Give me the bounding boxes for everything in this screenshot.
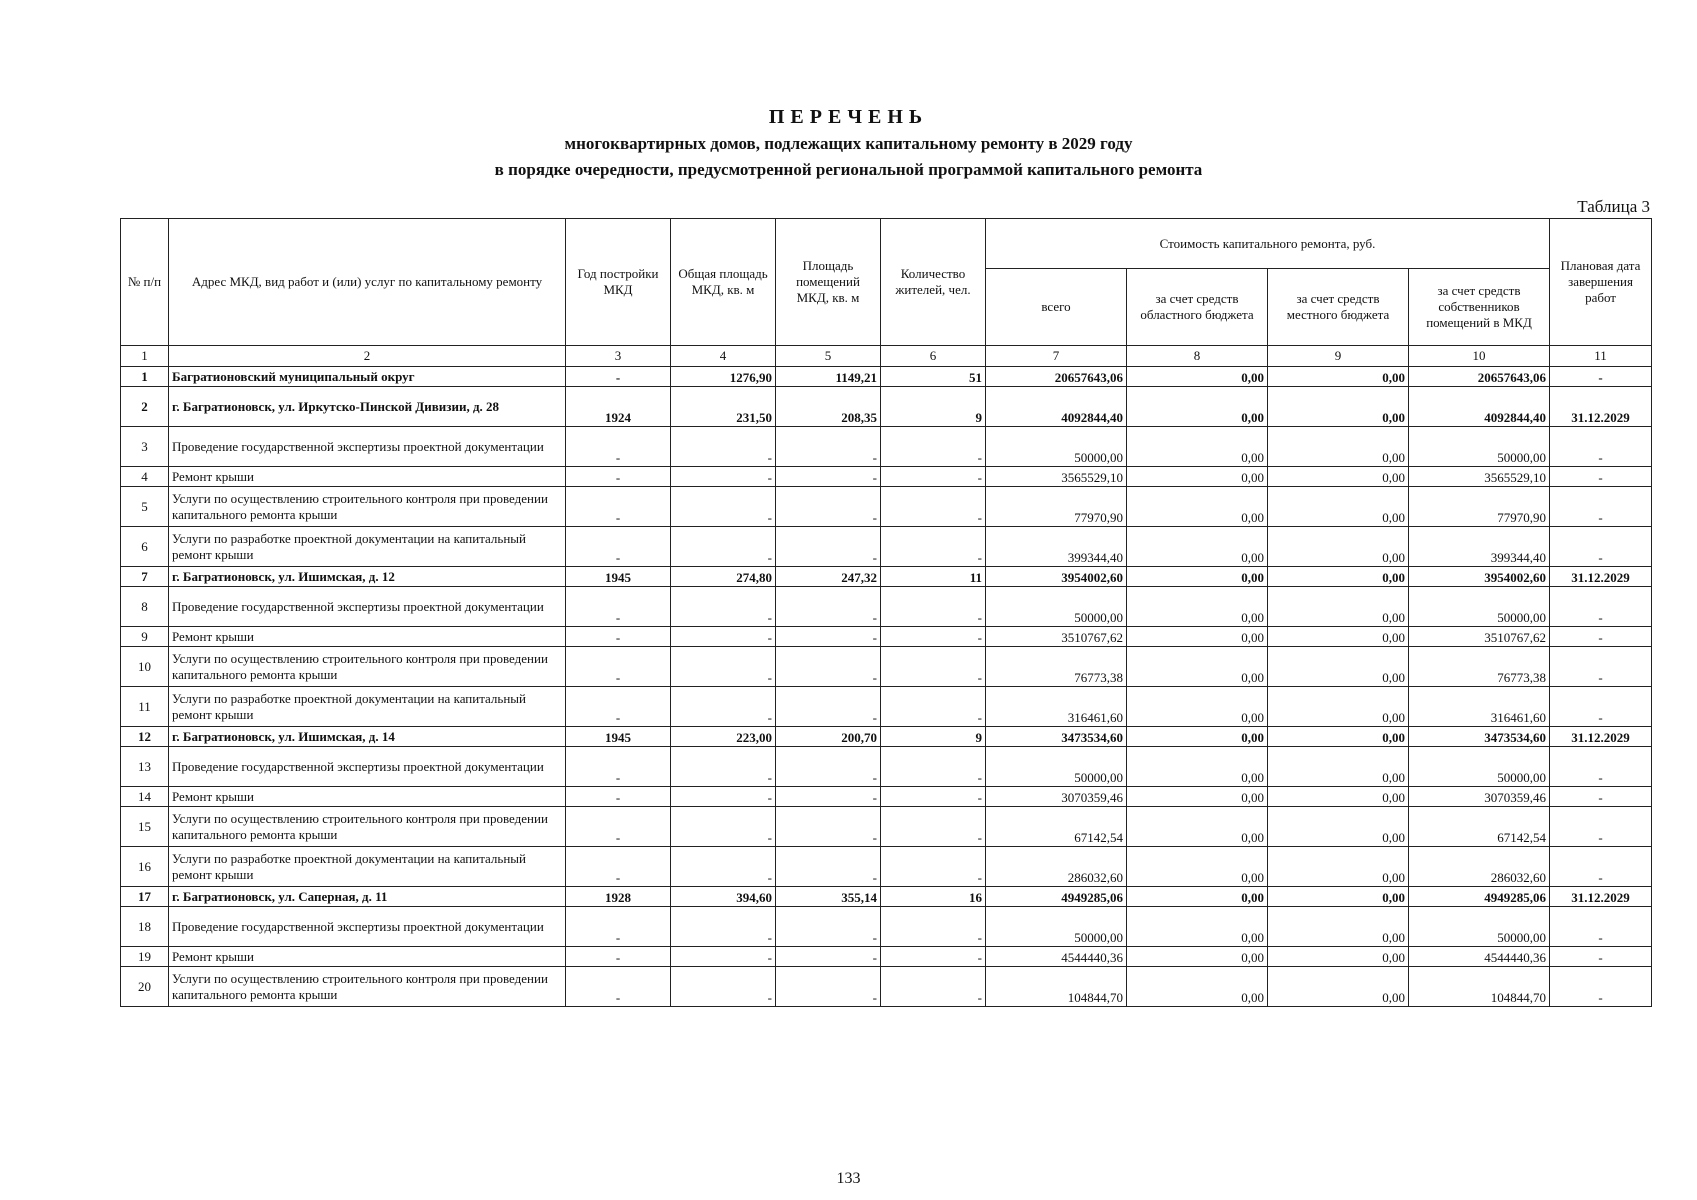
cost-owners-cell: 50000,00 — [1409, 907, 1550, 947]
page-number: 133 — [836, 1170, 861, 1187]
cost-total-cell: 50000,00 — [986, 907, 1127, 947]
row-name: г. Багратионовск, ул. Иркутско-Пинской Дивизии, д. 28 — [169, 387, 566, 427]
cost-regional-cell: 0,00 — [1127, 527, 1268, 567]
cost-regional-cell: 0,00 — [1127, 907, 1268, 947]
cost-total-cell: 104844,70 — [986, 967, 1127, 1007]
premises-area-cell: - — [776, 787, 881, 807]
header-cost-regional: за счет средств областного бюджета — [1127, 269, 1268, 346]
cost-total-cell: 286032,60 — [986, 847, 1127, 887]
row-number: 11 — [121, 687, 169, 727]
header-year: Год постройки МКД — [566, 219, 671, 346]
cost-regional-cell: 0,00 — [1127, 807, 1268, 847]
table-row — [121, 687, 1652, 727]
year-cell: - — [566, 847, 671, 887]
document-subtitle: многоквартирных домов, подлежащих капитальному ремонту в 2029 году — [564, 134, 1133, 153]
premises-area-cell: - — [776, 947, 881, 967]
column-number: 3 — [566, 346, 671, 367]
cost-total-cell: 399344,40 — [986, 527, 1127, 567]
cost-regional-cell: 0,00 — [1127, 747, 1268, 787]
cost-local-cell: 0,00 — [1268, 467, 1409, 487]
document-title: ПЕРЕЧЕНЬ — [768, 106, 929, 128]
row-number: 10 — [121, 647, 169, 687]
column-number-row — [121, 346, 1652, 367]
row-number: 4 — [121, 467, 169, 487]
cost-total-cell: 3565529,10 — [986, 467, 1127, 487]
total-area-cell: - — [671, 527, 776, 567]
premises-area-cell: - — [776, 647, 881, 687]
premises-area-cell: 208,35 — [776, 387, 881, 427]
residents-cell: 16 — [881, 887, 986, 907]
completion-date-cell: - — [1550, 647, 1652, 687]
residents-cell: - — [881, 527, 986, 567]
completion-date-cell: - — [1550, 947, 1652, 967]
premises-area-cell: - — [776, 487, 881, 527]
row-name: Ремонт крыши — [169, 787, 566, 807]
row-name: Проведение государственной экспертизы проектной документации — [169, 907, 566, 947]
completion-date-cell: - — [1550, 587, 1652, 627]
premises-area-cell: 200,70 — [776, 727, 881, 747]
table-row — [121, 367, 1652, 387]
row-number: 16 — [121, 847, 169, 887]
cost-local-cell: 0,00 — [1268, 787, 1409, 807]
cost-owners-cell: 104844,70 — [1409, 967, 1550, 1007]
row-number: 17 — [121, 887, 169, 907]
residents-cell: 9 — [881, 727, 986, 747]
row-number: 15 — [121, 807, 169, 847]
header-cost-local: за счет средств местного бюджета — [1268, 269, 1409, 346]
cost-owners-cell: 4949285,06 — [1409, 887, 1550, 907]
row-number: 2 — [121, 387, 169, 427]
year-cell: - — [566, 627, 671, 647]
cost-regional-cell: 0,00 — [1127, 567, 1268, 587]
row-number: 1 — [121, 367, 169, 387]
row-number: 20 — [121, 967, 169, 1007]
cost-total-cell: 3473534,60 — [986, 727, 1127, 747]
premises-area-cell: 355,14 — [776, 887, 881, 907]
cost-owners-cell: 316461,60 — [1409, 687, 1550, 727]
completion-date-cell: - — [1550, 787, 1652, 807]
table-row — [121, 467, 1652, 487]
cost-regional-cell: 0,00 — [1127, 847, 1268, 887]
table-row — [121, 787, 1652, 807]
total-area-cell: - — [671, 587, 776, 627]
cost-local-cell: 0,00 — [1268, 687, 1409, 727]
total-area-cell: 274,80 — [671, 567, 776, 587]
header-cost-total: всего — [986, 269, 1127, 346]
table-row — [121, 807, 1652, 847]
residents-cell: - — [881, 967, 986, 1007]
premises-area-cell: - — [776, 847, 881, 887]
total-area-cell: - — [671, 647, 776, 687]
row-number: 7 — [121, 567, 169, 587]
table-row — [121, 567, 1652, 587]
cost-owners-cell: 3565529,10 — [1409, 467, 1550, 487]
column-number: 7 — [986, 346, 1127, 367]
row-name: Услуги по разработке проектной документации на капитальный ремонт крыши — [169, 687, 566, 727]
cost-regional-cell: 0,00 — [1127, 587, 1268, 627]
total-area-cell: - — [671, 487, 776, 527]
cost-total-cell: 50000,00 — [986, 747, 1127, 787]
total-area-cell: - — [671, 907, 776, 947]
total-area-cell: - — [671, 847, 776, 887]
residents-cell: - — [881, 947, 986, 967]
total-area-cell: 394,60 — [671, 887, 776, 907]
residents-cell: - — [881, 847, 986, 887]
cost-local-cell: 0,00 — [1268, 907, 1409, 947]
table-row — [121, 527, 1652, 567]
cost-regional-cell: 0,00 — [1127, 647, 1268, 687]
cost-total-cell: 3070359,46 — [986, 787, 1127, 807]
cost-local-cell: 0,00 — [1268, 567, 1409, 587]
cost-owners-cell: 3070359,46 — [1409, 787, 1550, 807]
completion-date-cell: - — [1550, 527, 1652, 567]
residents-cell: - — [881, 907, 986, 947]
cost-total-cell: 3954002,60 — [986, 567, 1127, 587]
header-cost-group: Стоимость капитального ремонта, руб. — [986, 219, 1550, 269]
table-row — [121, 847, 1652, 887]
table-row — [121, 647, 1652, 687]
residents-cell: - — [881, 647, 986, 687]
row-name: Услуги по осуществлению строительного контроля при проведении капитального ремонта крыши — [169, 487, 566, 527]
cost-owners-cell: 4544440,36 — [1409, 947, 1550, 967]
cost-local-cell: 0,00 — [1268, 647, 1409, 687]
total-area-cell: - — [671, 427, 776, 467]
premises-area-cell: 247,32 — [776, 567, 881, 587]
cost-total-cell: 67142,54 — [986, 807, 1127, 847]
table-header — [121, 219, 1652, 367]
row-number: 3 — [121, 427, 169, 467]
header-total-area: Общая площадь МКД, кв. м — [671, 219, 776, 346]
row-name: Услуги по осуществлению строительного контроля при проведении капитального ремонта крыши — [169, 807, 566, 847]
table-body — [121, 367, 1652, 1007]
year-cell: - — [566, 807, 671, 847]
year-cell: - — [566, 467, 671, 487]
header-premises-area: Площадь помещений МКД, кв. м — [776, 219, 881, 346]
cost-owners-cell: 50000,00 — [1409, 747, 1550, 787]
table-row — [121, 387, 1652, 427]
row-number: 9 — [121, 627, 169, 647]
total-area-cell: - — [671, 467, 776, 487]
year-cell: - — [566, 527, 671, 567]
cost-owners-cell: 77970,90 — [1409, 487, 1550, 527]
year-cell: 1928 — [566, 887, 671, 907]
cost-owners-cell: 67142,54 — [1409, 807, 1550, 847]
premises-area-cell: - — [776, 907, 881, 947]
header-residents: Количество жителей, чел. — [881, 219, 986, 346]
cost-regional-cell: 0,00 — [1127, 487, 1268, 527]
cost-total-cell: 77970,90 — [986, 487, 1127, 527]
cost-regional-cell: 0,00 — [1127, 387, 1268, 427]
completion-date-cell: - — [1550, 747, 1652, 787]
premises-area-cell: - — [776, 967, 881, 1007]
row-number: 18 — [121, 907, 169, 947]
cost-total-cell: 50000,00 — [986, 427, 1127, 467]
row-name: Ремонт крыши — [169, 947, 566, 967]
cost-regional-cell: 0,00 — [1127, 627, 1268, 647]
residents-cell: - — [881, 587, 986, 627]
cost-total-cell: 316461,60 — [986, 687, 1127, 727]
table-row — [121, 907, 1652, 947]
total-area-cell: - — [671, 807, 776, 847]
row-name: Ремонт крыши — [169, 467, 566, 487]
residents-cell: - — [881, 487, 986, 527]
completion-date-cell: - — [1550, 467, 1652, 487]
cost-owners-cell: 76773,38 — [1409, 647, 1550, 687]
row-name: Услуги по осуществлению строительного контроля при проведении капитального ремонта крыши — [169, 647, 566, 687]
completion-date-cell: - — [1550, 627, 1652, 647]
row-name: Проведение государственной экспертизы проектной документации — [169, 427, 566, 467]
premises-area-cell: - — [776, 427, 881, 467]
completion-date-cell: - — [1550, 367, 1652, 387]
table-row — [121, 887, 1652, 907]
premises-area-cell: - — [776, 527, 881, 567]
cost-owners-cell: 399344,40 — [1409, 527, 1550, 567]
cost-owners-cell: 3510767,62 — [1409, 627, 1550, 647]
table-row — [121, 727, 1652, 747]
total-area-cell: - — [671, 747, 776, 787]
year-cell: - — [566, 587, 671, 627]
cost-regional-cell: 0,00 — [1127, 467, 1268, 487]
residents-cell: - — [881, 427, 986, 467]
cost-total-cell: 20657643,06 — [986, 367, 1127, 387]
year-cell: - — [566, 367, 671, 387]
residents-cell: 9 — [881, 387, 986, 427]
cost-regional-cell: 0,00 — [1127, 887, 1268, 907]
cost-local-cell: 0,00 — [1268, 627, 1409, 647]
row-name: г. Багратионовск, ул. Ишимская, д. 12 — [169, 567, 566, 587]
cost-regional-cell: 0,00 — [1127, 687, 1268, 727]
total-area-cell: - — [671, 687, 776, 727]
table-row — [121, 967, 1652, 1007]
premises-area-cell: - — [776, 687, 881, 727]
row-name: Проведение государственной экспертизы проектной документации — [169, 747, 566, 787]
cost-owners-cell: 286032,60 — [1409, 847, 1550, 887]
header-cost-owners: за счет средств собственников помещений в МКД — [1409, 269, 1550, 346]
cost-regional-cell: 0,00 — [1127, 967, 1268, 1007]
cost-regional-cell: 0,00 — [1127, 367, 1268, 387]
row-name: г. Багратионовск, ул. Саперная, д. 11 — [169, 887, 566, 907]
cost-owners-cell: 3473534,60 — [1409, 727, 1550, 747]
residents-cell: 11 — [881, 567, 986, 587]
column-number: 9 — [1268, 346, 1409, 367]
column-number: 4 — [671, 346, 776, 367]
header-address: Адрес МКД, вид работ и (или) услуг по капитальному ремонту — [169, 219, 566, 346]
residents-cell: - — [881, 627, 986, 647]
row-number: 12 — [121, 727, 169, 747]
cost-total-cell: 50000,00 — [986, 587, 1127, 627]
completion-date-cell: 31.12.2029 — [1550, 567, 1652, 587]
table-label: Таблица 3 — [1577, 197, 1650, 216]
cost-local-cell: 0,00 — [1268, 967, 1409, 1007]
year-cell: - — [566, 647, 671, 687]
row-number: 5 — [121, 487, 169, 527]
completion-date-cell: 31.12.2029 — [1550, 387, 1652, 427]
completion-date-cell: - — [1550, 427, 1652, 467]
row-name: Услуги по разработке проектной документации на капитальный ремонт крыши — [169, 847, 566, 887]
row-name: Ремонт крыши — [169, 627, 566, 647]
cost-local-cell: 0,00 — [1268, 427, 1409, 467]
residents-cell: 51 — [881, 367, 986, 387]
column-number: 10 — [1409, 346, 1550, 367]
cost-owners-cell: 4092844,40 — [1409, 387, 1550, 427]
row-number: 19 — [121, 947, 169, 967]
premises-area-cell: - — [776, 747, 881, 787]
document-subtitle-2: в порядке очередности, предусмотренной региональной программой капитального ремонта — [494, 160, 1203, 179]
row-number: 13 — [121, 747, 169, 787]
completion-date-cell: - — [1550, 807, 1652, 847]
cost-owners-cell: 50000,00 — [1409, 587, 1550, 627]
column-number: 2 — [169, 346, 566, 367]
year-cell: 1945 — [566, 567, 671, 587]
cost-local-cell: 0,00 — [1268, 527, 1409, 567]
cost-regional-cell: 0,00 — [1127, 947, 1268, 967]
cost-owners-cell: 20657643,06 — [1409, 367, 1550, 387]
residents-cell: - — [881, 467, 986, 487]
cost-local-cell: 0,00 — [1268, 807, 1409, 847]
table-row — [121, 427, 1652, 467]
cost-local-cell: 0,00 — [1268, 587, 1409, 627]
total-area-cell: 223,00 — [671, 727, 776, 747]
total-area-cell: - — [671, 947, 776, 967]
residents-cell: - — [881, 687, 986, 727]
completion-date-cell: - — [1550, 907, 1652, 947]
year-cell: - — [566, 907, 671, 947]
row-name: Багратионовский муниципальный округ — [169, 367, 566, 387]
cost-total-cell: 4544440,36 — [986, 947, 1127, 967]
cost-local-cell: 0,00 — [1268, 947, 1409, 967]
premises-area-cell: 1149,21 — [776, 367, 881, 387]
table-row — [121, 627, 1652, 647]
completion-date-cell: 31.12.2029 — [1550, 727, 1652, 747]
residents-cell: - — [881, 807, 986, 847]
year-cell: - — [566, 967, 671, 1007]
header-num: № п/п — [121, 219, 169, 346]
cost-local-cell: 0,00 — [1268, 727, 1409, 747]
cost-local-cell: 0,00 — [1268, 847, 1409, 887]
total-area-cell: - — [671, 627, 776, 647]
row-name: Услуги по разработке проектной документации на капитальный ремонт крыши — [169, 527, 566, 567]
row-number: 8 — [121, 587, 169, 627]
column-number: 11 — [1550, 346, 1652, 367]
table-row — [121, 487, 1652, 527]
year-cell: 1924 — [566, 387, 671, 427]
cost-local-cell: 0,00 — [1268, 367, 1409, 387]
premises-area-cell: - — [776, 587, 881, 627]
cost-regional-cell: 0,00 — [1127, 727, 1268, 747]
repair-table — [120, 218, 1652, 1007]
cost-local-cell: 0,00 — [1268, 887, 1409, 907]
completion-date-cell: - — [1550, 487, 1652, 527]
completion-date-cell: - — [1550, 687, 1652, 727]
column-number: 1 — [121, 346, 169, 367]
cost-local-cell: 0,00 — [1268, 387, 1409, 427]
cost-owners-cell: 3954002,60 — [1409, 567, 1550, 587]
cost-owners-cell: 50000,00 — [1409, 427, 1550, 467]
cost-regional-cell: 0,00 — [1127, 427, 1268, 467]
cost-total-cell: 4092844,40 — [986, 387, 1127, 427]
row-number: 6 — [121, 527, 169, 567]
residents-cell: - — [881, 787, 986, 807]
year-cell: - — [566, 427, 671, 467]
column-number: 8 — [1127, 346, 1268, 367]
completion-date-cell: - — [1550, 847, 1652, 887]
column-number: 5 — [776, 346, 881, 367]
cost-total-cell: 4949285,06 — [986, 887, 1127, 907]
total-area-cell: 1276,90 — [671, 367, 776, 387]
table-row — [121, 747, 1652, 787]
row-name: г. Багратионовск, ул. Ишимская, д. 14 — [169, 727, 566, 747]
year-cell: - — [566, 747, 671, 787]
residents-cell: - — [881, 747, 986, 787]
table-row — [121, 947, 1652, 967]
cost-total-cell: 76773,38 — [986, 647, 1127, 687]
table-row — [121, 587, 1652, 627]
cost-local-cell: 0,00 — [1268, 747, 1409, 787]
header-date: Плановая дата завершения работ — [1550, 219, 1652, 346]
year-cell: - — [566, 687, 671, 727]
row-name: Услуги по осуществлению строительного контроля при проведении капитального ремонта крыши — [169, 967, 566, 1007]
column-number: 6 — [881, 346, 986, 367]
total-area-cell: 231,50 — [671, 387, 776, 427]
row-number: 14 — [121, 787, 169, 807]
year-cell: 1945 — [566, 727, 671, 747]
year-cell: - — [566, 947, 671, 967]
premises-area-cell: - — [776, 467, 881, 487]
completion-date-cell: - — [1550, 967, 1652, 1007]
row-name: Проведение государственной экспертизы проектной документации — [169, 587, 566, 627]
cost-total-cell: 3510767,62 — [986, 627, 1127, 647]
total-area-cell: - — [671, 787, 776, 807]
year-cell: - — [566, 487, 671, 527]
cost-regional-cell: 0,00 — [1127, 787, 1268, 807]
total-area-cell: - — [671, 967, 776, 1007]
completion-date-cell: 31.12.2029 — [1550, 887, 1652, 907]
premises-area-cell: - — [776, 627, 881, 647]
premises-area-cell: - — [776, 807, 881, 847]
year-cell: - — [566, 787, 671, 807]
cost-local-cell: 0,00 — [1268, 487, 1409, 527]
